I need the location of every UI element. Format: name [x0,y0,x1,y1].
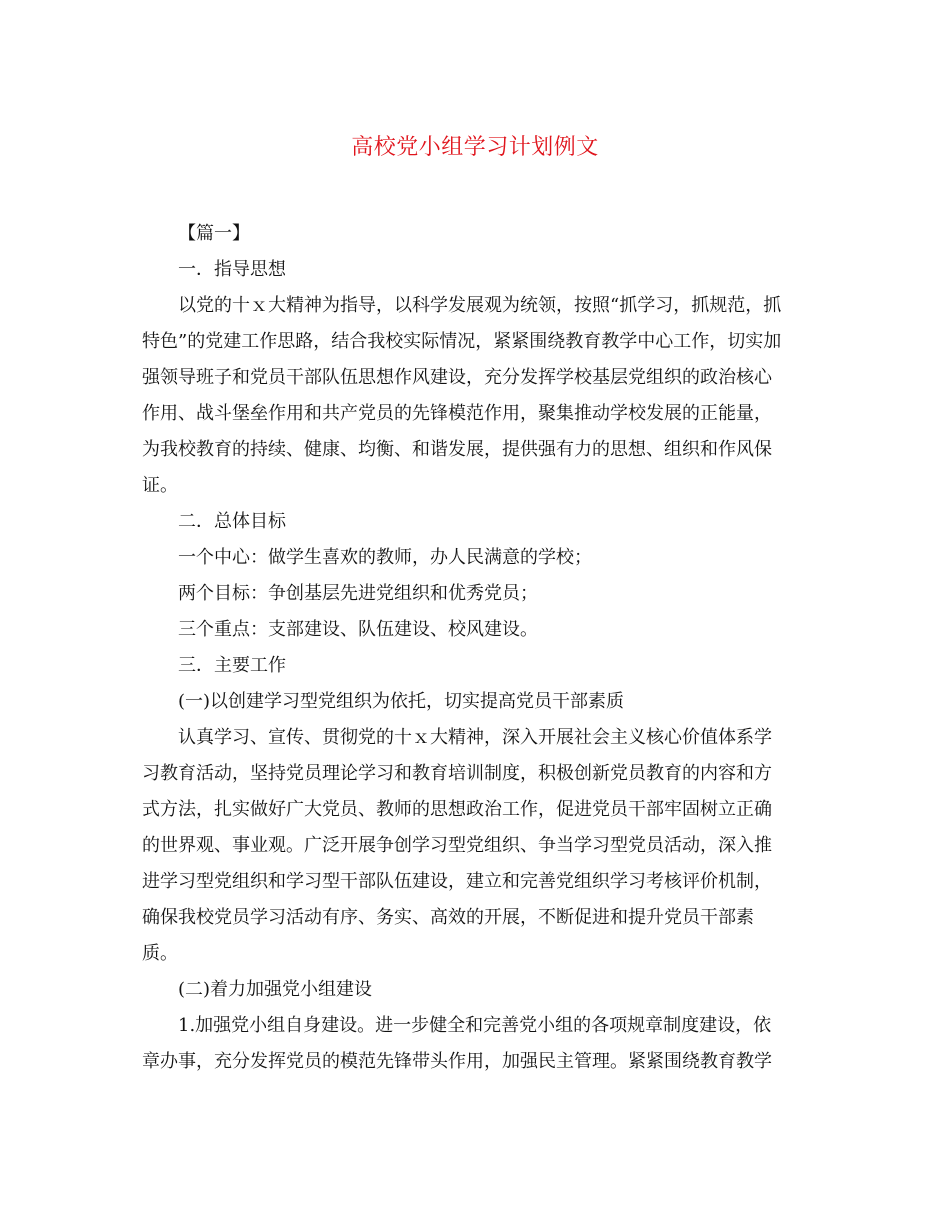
paragraph-line: 认真学习、宣传、贯彻党的十ｘ大精神，深入开展社会主义核心价值体系学 [178,727,772,748]
goal-two-targets: 两个目标：争创基层先进党组织和优秀党员； [178,583,538,604]
paragraph-line: 强领导班子和党员干部队伍思想作风建设，充分发挥学校基层党组织的政治核心 [142,367,772,388]
paragraph-line: 特色”的党建工作思路，结合我校实际情况，紧紧围绕教育教学中心工作，切实加 [142,331,782,352]
document-body [142,216,806,1080]
paragraph-line: 证。 [142,475,178,496]
paragraph-line: 作用、战斗堡垒作用和共产党员的先锋模范作用，聚集推动学校发展的正能量， [142,403,772,424]
paragraph-guiding-thought [142,288,806,504]
paragraph-line: 以党的十ｘ大精神为指导，以科学发展观为统领，按照“抓学习，抓规范，抓 [178,295,782,316]
subheading-learning-org: (一)以创建学习型党组织为依托，切实提高党员干部素质 [178,691,625,712]
section-label: 【篇一】 [178,223,250,244]
subheading-party-group: (二)着力加强党小组建设 [178,979,373,1000]
goal-three-focuses: 三个重点：支部建设、队伍建设、校风建设。 [178,619,538,640]
paragraph-line: 章办事，充分发挥党员的模范先锋带头作用，加强民主管理。紧紧围绕教育教学 [142,1051,772,1072]
paragraph-line: 确保我校党员学习活动有序、务实、高效的开展，不断促进和提升党员干部素 [142,907,754,928]
paragraph-line: 的世界观、事业观。广泛开展争创学习型党组织、争当学习型党员活动，深入推 [142,835,772,856]
heading-overall-goals: 二．总体目标 [178,511,286,532]
paragraph-line: 质。 [142,943,178,964]
paragraph-party-group [142,1008,806,1080]
document-title: 高校党小组学习计划例文 [351,135,599,160]
goal-one-center: 一个中心：做学生喜欢的教师，办人民满意的学校； [178,547,592,568]
paragraph-line: 进学习型党组织和学习型干部队伍建设，建立和完善党组织学习考核评价机制， [142,871,772,892]
heading-guiding-thought: 一．指导思想 [178,259,286,280]
paragraph-line: 1.加强党小组自身建设。进一步健全和完善党小组的各项规章制度建设，依 [178,1015,772,1036]
paragraph-learning-org [142,720,806,972]
paragraph-line: 习教育活动，坚持党员理论学习和教育培训制度，积极创新党员教育的内容和方 [142,763,772,784]
paragraph-line: 式方法，扎实做好广大党员、教师的思想政治工作，促进党员干部牢固树立正确 [142,799,772,820]
heading-main-work: 三．主要工作 [178,655,286,676]
paragraph-line: 为我校教育的持续、健康、均衡、和谐发展，提供强有力的思想、组织和作风保 [142,439,772,460]
